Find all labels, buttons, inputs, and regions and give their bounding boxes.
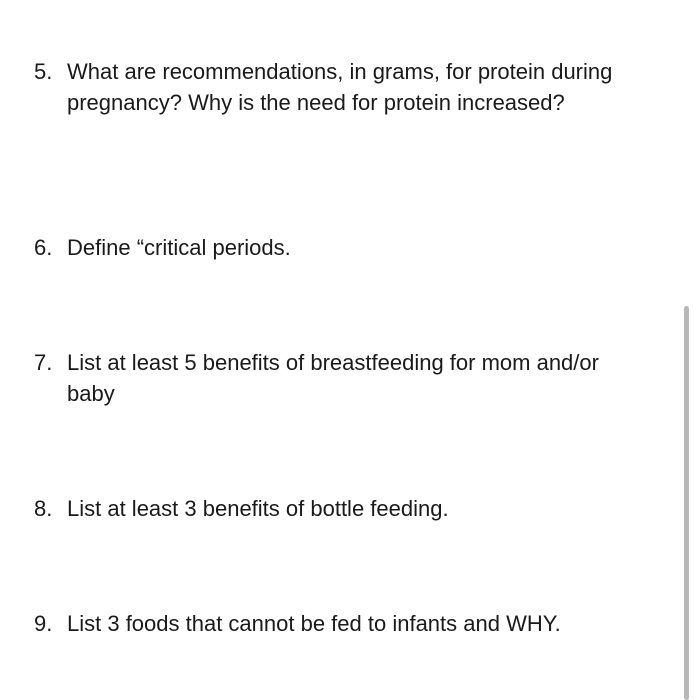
question-item bbox=[34, 56, 634, 118]
scrollbar-thumb[interactable] bbox=[684, 306, 689, 700]
question-number: 9. bbox=[34, 611, 53, 636]
question-number: 7. bbox=[34, 350, 53, 375]
question-text: List 3 foods that cannot be fed to infants and WHY. bbox=[67, 611, 561, 636]
question-text: List at least 5 benefits of breastfeeding for mom and/or baby bbox=[67, 350, 599, 406]
question-number: 5. bbox=[34, 59, 53, 84]
question-text: What are recommendations, in grams, for protein during pregnancy? Why is the need for protein increased? bbox=[67, 59, 613, 115]
question-number: 6. bbox=[34, 235, 53, 260]
question-item bbox=[34, 347, 634, 409]
vertical-scrollbar[interactable] bbox=[680, 0, 694, 700]
question-item bbox=[34, 493, 634, 524]
question-text: List at least 3 benefits of bottle feeding. bbox=[67, 496, 449, 521]
question-text: Define “critical periods. bbox=[67, 235, 291, 260]
question-item bbox=[34, 608, 634, 639]
question-item bbox=[34, 232, 634, 263]
question-number: 8. bbox=[34, 496, 53, 521]
